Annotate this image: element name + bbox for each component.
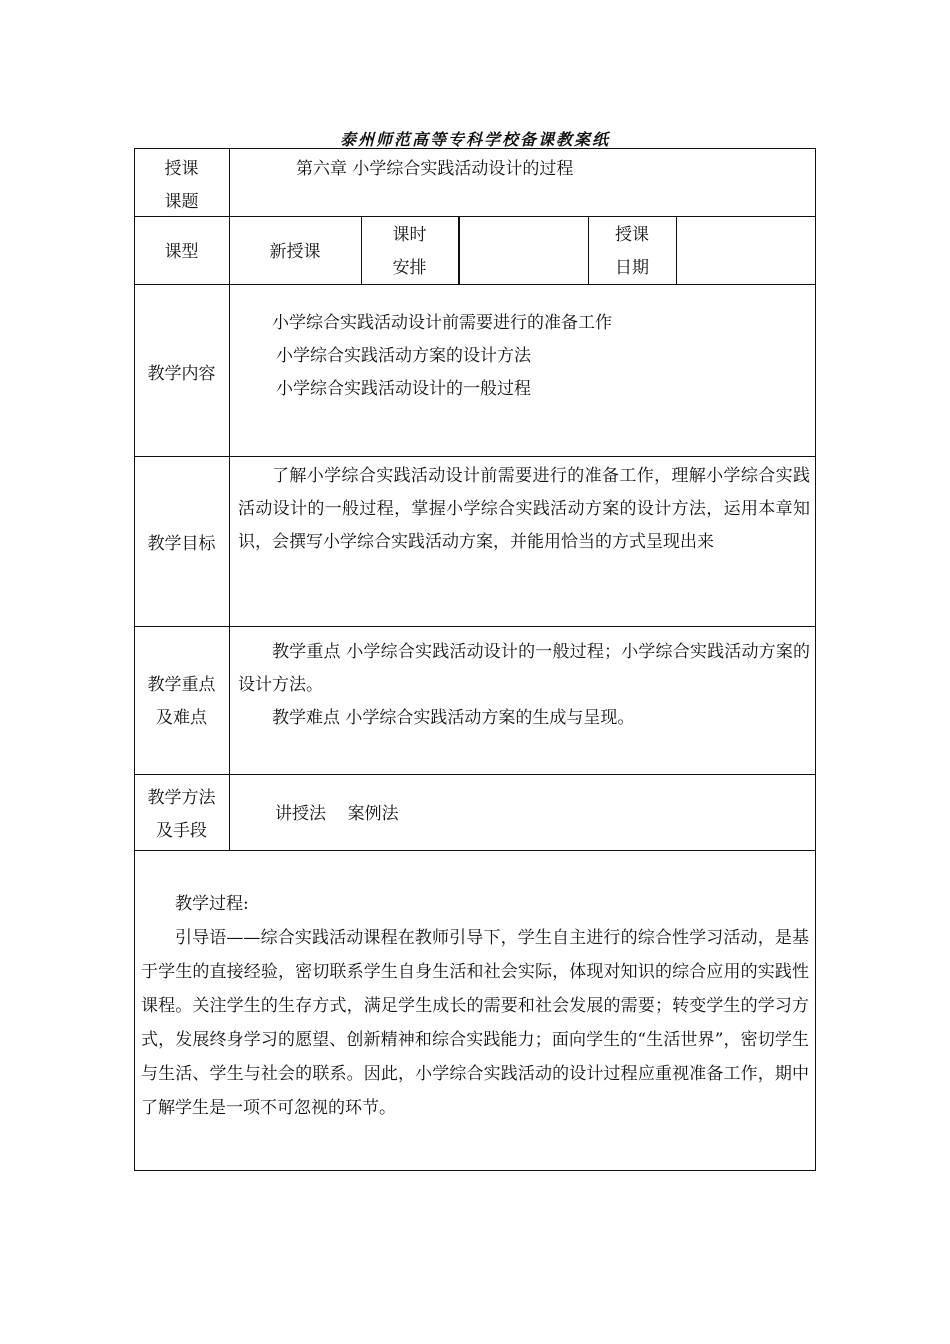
content-item: 小学综合实践活动设计前需要进行的准备工作: [272, 313, 612, 333]
goal-label: 教学目标: [147, 534, 216, 554]
date-label: [588, 219, 676, 285]
row-divider: [134, 626, 816, 627]
key-label-line: 及难点: [156, 708, 207, 728]
method-label-line: 教学方法: [147, 788, 216, 808]
topic-value: 第六章 小学综合实践活动设计的过程: [296, 159, 574, 179]
row-divider: [134, 774, 816, 775]
key-label-line: 教学重点: [147, 675, 216, 695]
type-label: 课型: [164, 242, 199, 262]
hours-label-line: 安排: [392, 258, 427, 278]
column-divider: [458, 216, 460, 284]
hours-label: [361, 219, 458, 285]
difficulty-point: 教学难点 小学综合实践活动方案的生成与呈现。: [272, 708, 635, 728]
method-value: 讲授法 案例法: [275, 804, 399, 824]
content-item: 小学综合实践活动设计的一般过程: [276, 379, 531, 399]
content-label: 教学内容: [147, 364, 216, 384]
process-text: 引导语——综合实践活动课程在教师引导下，学生自主进行的综合性学习活动，是基于学生的直接经验，密切联系学生自身生活和社会实际，体现对知识的综合应用的实践性课程。关注学生的生存方式，满足学生成长的需要和社会发展的需要；转变学生的学习方式，发展终身学习的愿望、创新精神和综合实践能力；面向学生的“生活世界”，密切学生与生活、学生与社会的联系。因此，小学综合实践活动的设计过程应重视准备工作，期中了解学生是一项不可忽视的环节。: [141, 928, 809, 1118]
goal-text: 了解小学综合实践活动设计前需要进行的准备工作，理解小学综合实践活动设计的一般过程，掌握小学综合实践活动方案的设计方法，运用本章知识，会撰写小学综合实践活动方案，并能用恰当的方式呈现出来: [238, 466, 810, 552]
content-items: [272, 307, 802, 406]
type-value: 新授课: [269, 242, 321, 262]
row-divider: [134, 456, 816, 457]
row-divider: [134, 284, 816, 285]
row-divider: [134, 216, 816, 217]
row-divider: [134, 850, 816, 851]
key-label: [134, 669, 229, 735]
process-section: [141, 887, 809, 1125]
key-point: 教学重点 小学综合实践活动设计的一般过程；小学综合实践活动方案的设计方法。: [238, 642, 810, 695]
key-text: [238, 636, 810, 735]
process-heading: 教学过程:: [175, 894, 249, 914]
column-divider: [676, 216, 677, 284]
content-item: 小学综合实践活动方案的设计方法: [276, 346, 531, 366]
method-label: [134, 782, 229, 848]
document-title: 泰州师范高等专科学校备课教案纸: [339, 130, 610, 149]
topic-label-line: 授课: [164, 159, 199, 179]
date-label-line: 日期: [615, 258, 649, 278]
date-label-line: 授课: [615, 225, 649, 245]
hours-label-line: 课时: [392, 225, 427, 245]
topic-label: [134, 153, 229, 219]
method-label-line: 及手段: [156, 821, 207, 841]
topic-label-line: 课题: [164, 192, 199, 212]
